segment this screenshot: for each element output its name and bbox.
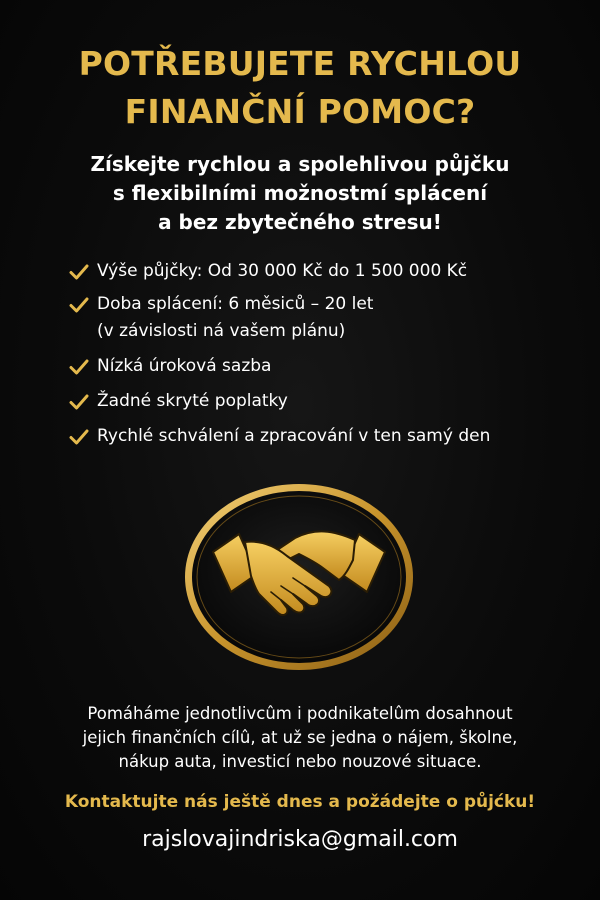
feature-text: Žadné skryté poplatky [97, 391, 288, 411]
subheadline-line-1: Získejte rychlou a spolehlivou půjčku [90, 152, 510, 176]
subheadline-line-3: a bez zbytečného stresu! [158, 210, 442, 234]
feature-item [68, 291, 578, 345]
check-icon [68, 294, 90, 316]
feature-item [68, 388, 578, 415]
feature-text: Výše půjčky: Od 30 000 Kč do 1 500 000 Kč [97, 261, 468, 281]
subheadline [0, 150, 600, 237]
description-line-2: jejich finančních cílû, at už se jedna o nájem, školne, [82, 728, 518, 747]
check-icon [68, 261, 90, 283]
feature-text: Rychlé schválení a zpracování v ten samý den [97, 426, 491, 446]
description-line-1: Pomáháme jednotlivcûm i podnikatelûm dosahnout [87, 704, 513, 723]
handshake-emblem [183, 482, 415, 672]
check-icon [68, 356, 90, 378]
feature-item [68, 353, 578, 380]
feature-text: Nízká úroková sazba [97, 356, 272, 376]
feature-text: Doba splácení: 6 měsiců – 20 let [97, 294, 374, 314]
subheadline-line-2: s flexibilními možnostmí splácení [112, 181, 488, 205]
contact-email: rajslovajindriska@gmail.com [142, 827, 458, 852]
headline [0, 40, 600, 136]
call-to-action: Kontaktujte nás ještě dnes a požádejte o půjćku! [64, 792, 536, 812]
feature-item [68, 258, 578, 285]
description-line-3: nákup auta, investicí nebo nouzové situace. [118, 752, 482, 771]
description [0, 702, 600, 774]
feature-list [68, 258, 578, 450]
headline-line-1: POTŘEBUJETE RYCHLOU [78, 44, 522, 83]
check-icon [68, 426, 90, 448]
headline-line-2: FINANČNÍ POMOC? [124, 92, 476, 131]
check-icon [68, 391, 90, 413]
feature-item [68, 423, 578, 450]
feature-note: (v závislosti ná vašem plánu) [97, 321, 346, 341]
